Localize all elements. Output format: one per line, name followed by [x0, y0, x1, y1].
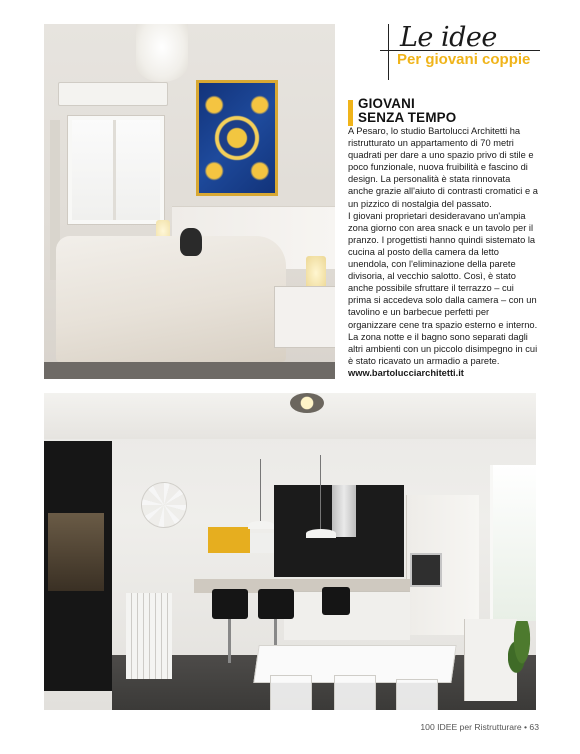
- page-footer: 100 IDEE per Ristrutturare • 63: [420, 722, 539, 732]
- section-subtitle: Per giovani coppie: [397, 51, 531, 68]
- article-website-link[interactable]: www.bartolucciarchitetti.it: [348, 367, 464, 378]
- wall-clock: [142, 483, 186, 527]
- nightstand: [274, 286, 335, 348]
- article-title-line-2: SENZA TEMPO: [358, 110, 457, 125]
- pendant-cord-2: [320, 455, 321, 531]
- range-hood: [332, 485, 356, 537]
- plant: [508, 621, 536, 681]
- bed: [56, 236, 286, 362]
- radiator: [126, 593, 172, 679]
- bar-stool-3: [322, 587, 350, 615]
- chair-3: [396, 679, 438, 710]
- header-divider-vertical: [388, 24, 389, 80]
- window: [68, 116, 164, 224]
- bedroom-photo: [44, 24, 335, 379]
- chair-2: [334, 675, 376, 710]
- cat: [180, 228, 202, 256]
- section-title: Le idee: [400, 22, 497, 53]
- article-paragraph-1: A Pesaro, lo studio Bartolucci Architetti ha ristrutturato un appartamento di 70 metri quadrati per dare a uno spazio privo di stile e poco funzionale, nuova fruibilità e fascino di design. La personalità è stata rinnovata anche grazie all'aiuto di contrasti cromatici e a un pizzico di nostalgia del passato.: [348, 126, 538, 209]
- floor: [44, 362, 335, 379]
- stool-leg-1: [228, 619, 231, 663]
- title-accent-bar: [348, 100, 353, 126]
- article-body: [348, 125, 538, 379]
- article-title-line-1: GIOVANI: [358, 96, 415, 111]
- kitchen-living-photo: [44, 393, 536, 710]
- pendant-lamp-1: [248, 521, 274, 529]
- bedside-lamp-right: [306, 256, 326, 290]
- bar-stool-2: [258, 589, 294, 619]
- chair-1: [270, 675, 312, 710]
- white-shelf: [250, 533, 274, 553]
- air-conditioner: [58, 82, 168, 106]
- bookcase-niche: [48, 513, 104, 591]
- bar-stool-1: [212, 589, 248, 619]
- ceiling-lamp: [136, 24, 188, 82]
- article-paragraph-2: I giovani proprietari desideravano un'ampia zona giorno con area snack e un tavolo per il pranzo. I progettisti hanno quindi sistemato la cucina al posto della camera da letto unendola, con l'eliminazione della parete divisoria, al vecchio salotto. Così, è stato anche possibile sfruttare il terrazzo – cui prima si accedeva solo dalla camera – con un tavolino e un barbecue perfetti per organizzare cene tra spazio esterno e interno. La zona notte e il bagno sono separati dagli altri ambienti con un piccolo disimpegno in cui è stato ricavato un armadio a parete.: [348, 210, 538, 366]
- wall-artwork: [196, 80, 278, 196]
- oven: [410, 553, 442, 587]
- pendant-lamp-2: [306, 529, 336, 538]
- ceiling-chandelier: [290, 393, 324, 413]
- pendant-cord-1: [260, 459, 261, 521]
- yellow-shelf: [208, 527, 250, 553]
- window: [490, 465, 536, 621]
- article-title: [358, 97, 456, 125]
